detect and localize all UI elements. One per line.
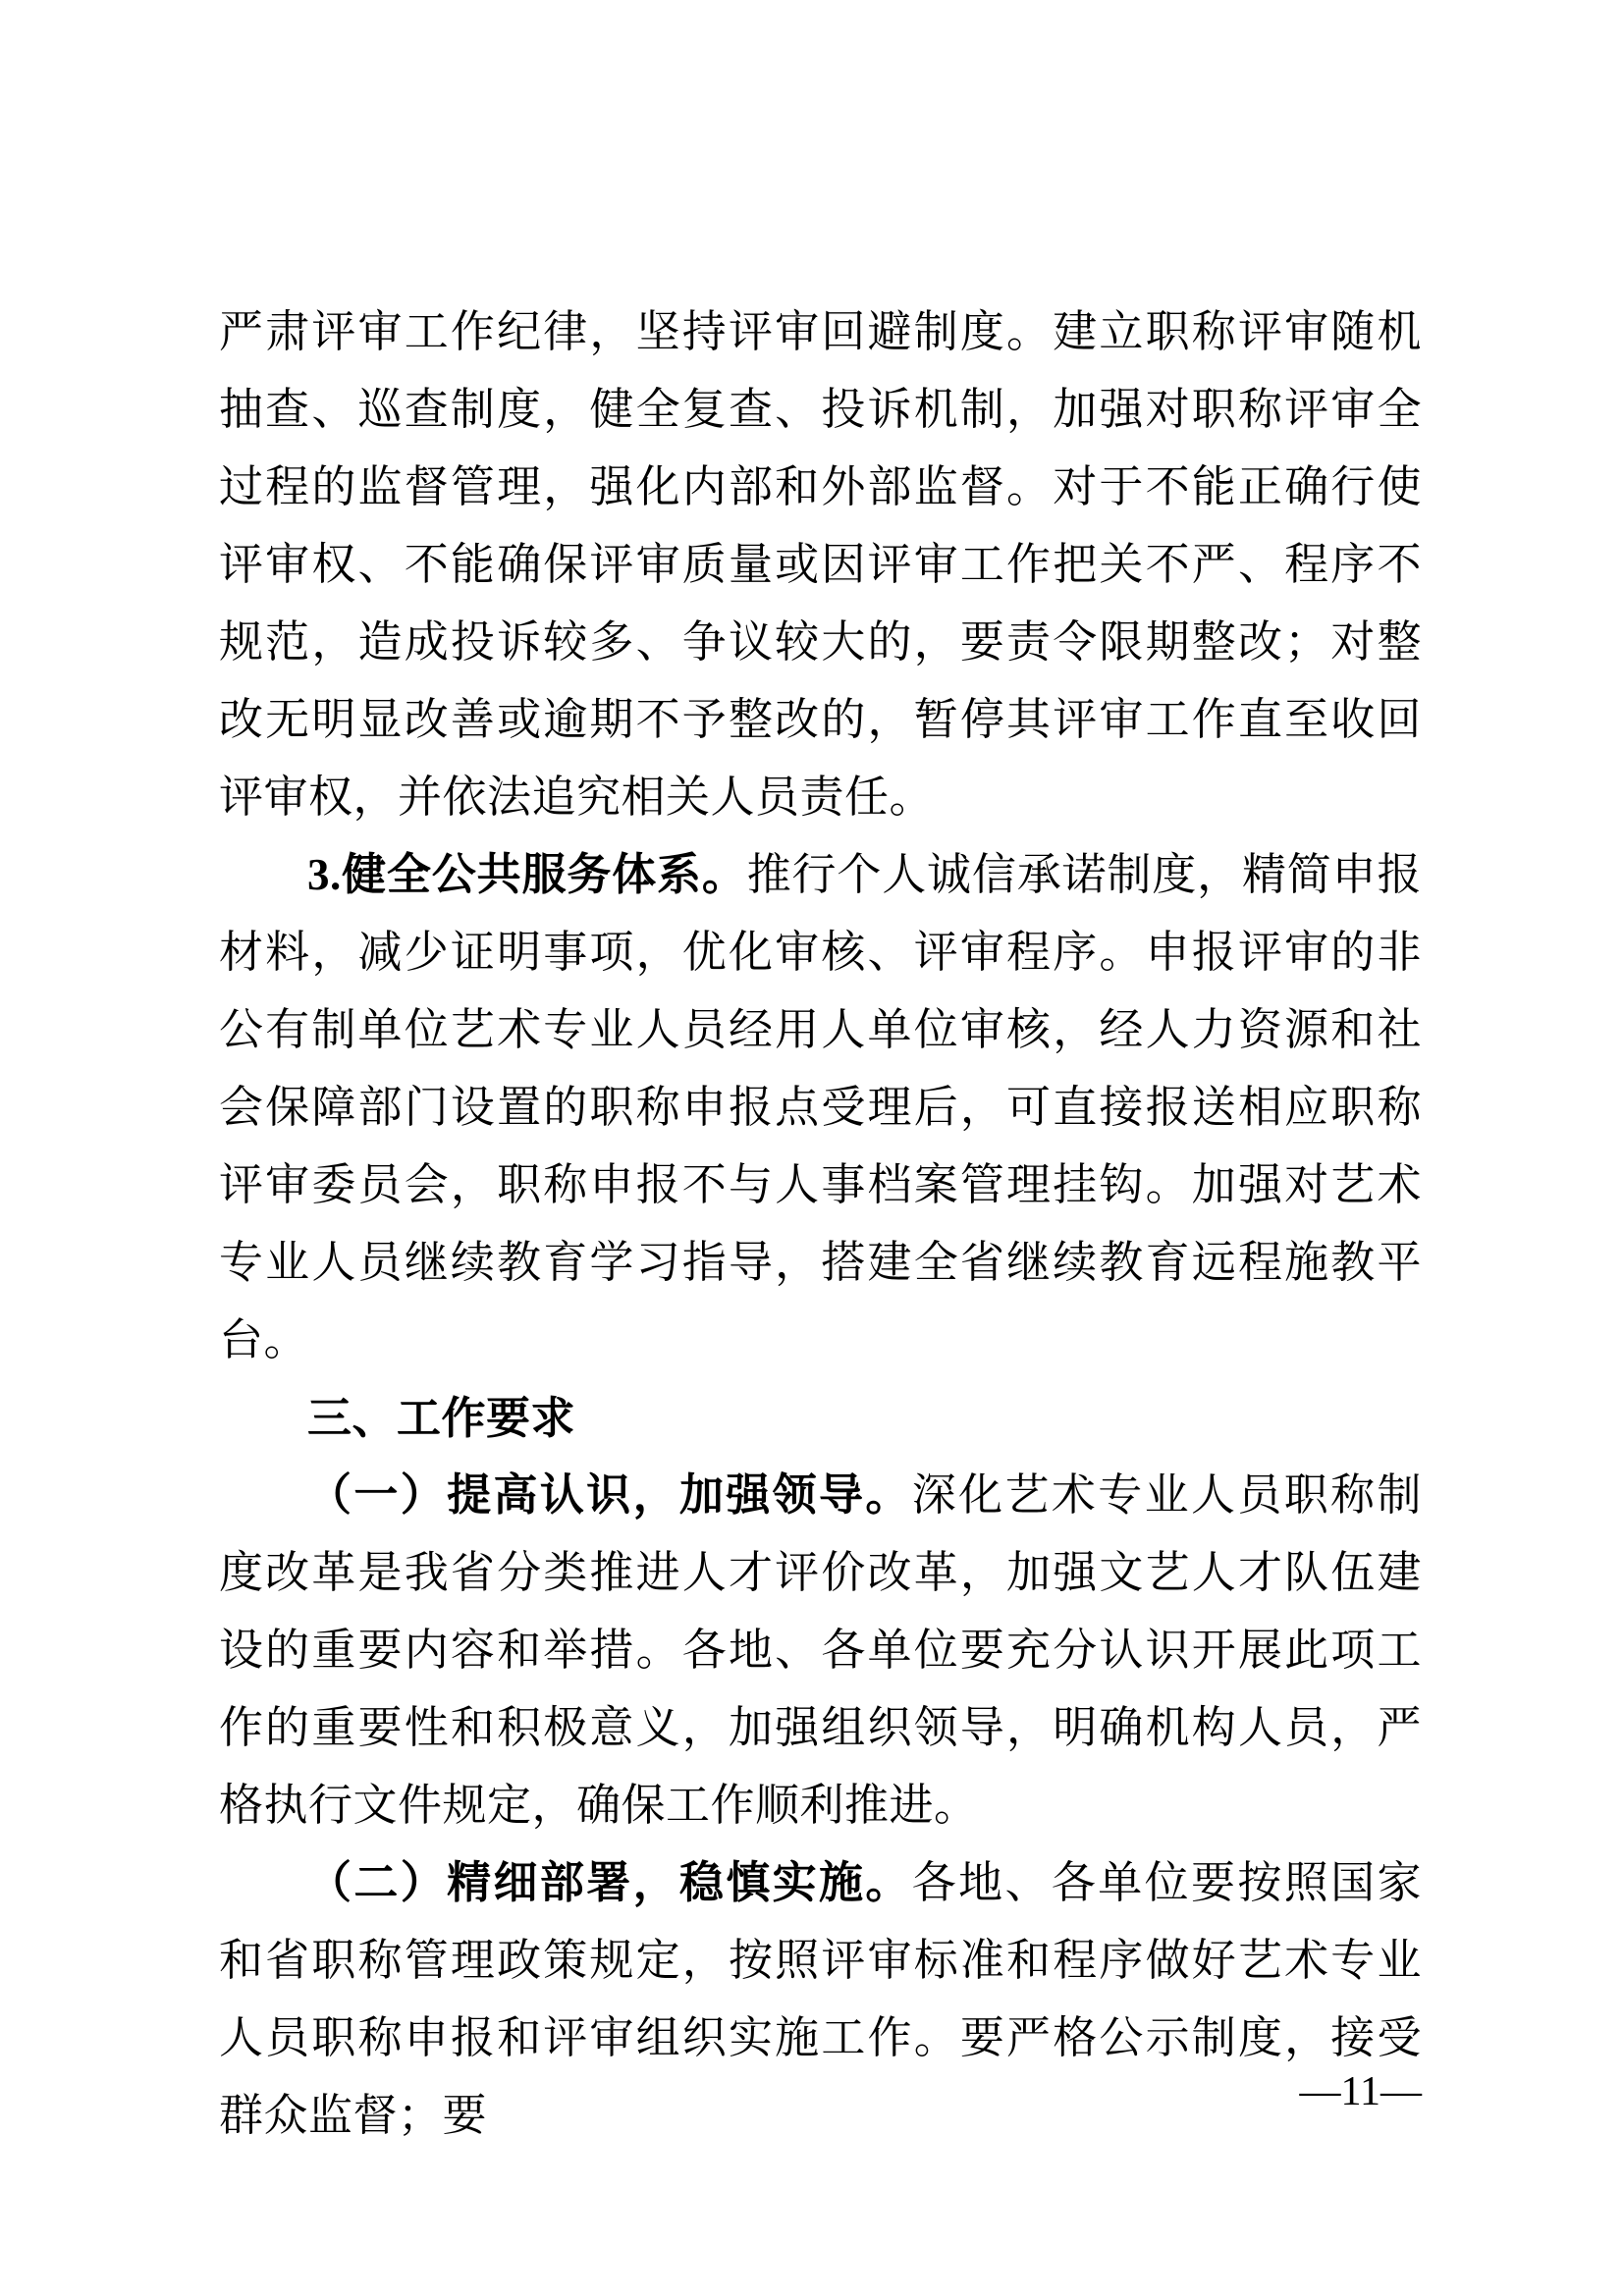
body-paragraph-continuation <box>219 294 1422 836</box>
subsection-2-text: 各地、各单位要按照国家和省职称管理政策规定，按照评审标准和程序做好艺术专业人员职称申报和评审组织实施工作。要严格公示制度，接受群众监督；要 <box>219 1858 1422 2140</box>
paragraph-text: 严肃评审工作纪律，坚持评审回避制度。建立职称评审随机抽查、巡查制度，健全复查、投诉机制，加强对职称评审全过程的监督管理，强化内部和外部监督。对于不能正确行使评审权、不能确保评审质量或因评审工作把关不严、程序不规范，造成投诉较多、争议较大的，要责令限期整改；对整改无明显改善或逾期不予整改的，暂停其评审工作直至收回评审权，并依法追究相关人员责任。 <box>219 307 1422 822</box>
subsection-2-lead: （二）精细部署，稳慎实施。 <box>307 1858 912 1907</box>
page-number: —11— <box>1299 2069 1422 2114</box>
section-heading-work-requirements: 三、工作要求 <box>307 1393 576 1443</box>
numbered-item-3-paragraph <box>219 836 1422 1379</box>
subsection-1-paragraph <box>219 1457 1422 1844</box>
document-body <box>219 294 1422 2155</box>
numbered-item-3-lead: 3.健全公共服务体系。 <box>307 850 747 899</box>
subsection-1-lead: （一）提高认识，加强领导。 <box>307 1470 912 1520</box>
numbered-item-3-text: 推行个人诚信承诺制度，精简申报材料，减少证明事项，优化审核、评审程序。申报评审的非公有制单位艺术专业人员经用人单位审核，经人力资源和社会保障部门设置的职称申报点受理后，可直接报送相应职称评审委员会，职称申报不与人事档案管理挂钩。加强对艺术专业人员继续教育学习指导，搭建全省继续教育远程施教平台。 <box>219 850 1422 1364</box>
subsection-1-text: 深化艺术专业人员职称制度改革是我省分类推进人才评价改革，加强文艺人才队伍建设的重要内容和举措。各地、各单位要充分认识开展此项工作的重要性和积极意义，加强组织领导，明确机构人员，严格执行文件规定，确保工作顺利推进。 <box>219 1470 1422 1830</box>
subsection-2-paragraph <box>219 1844 1422 2155</box>
